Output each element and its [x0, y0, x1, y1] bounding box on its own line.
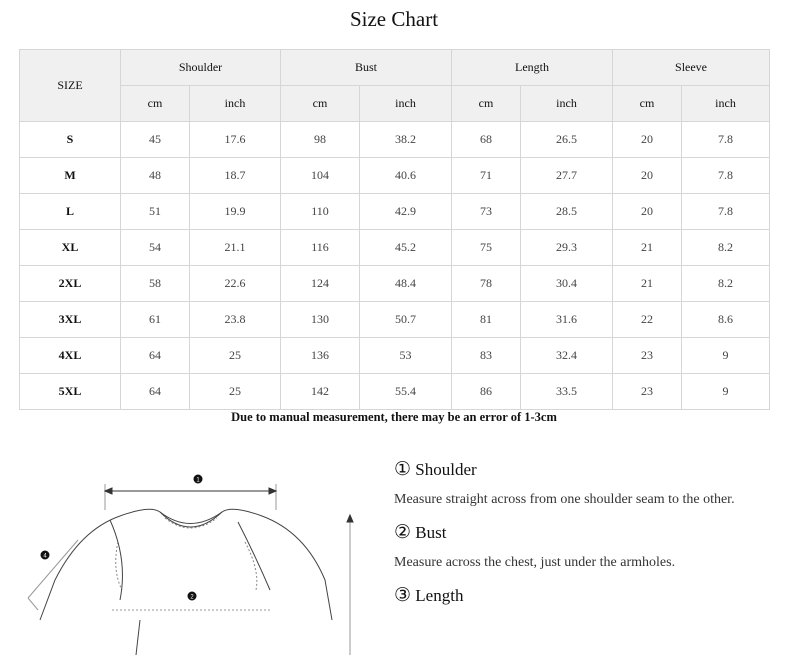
- measurement-cell: 22.6: [190, 266, 281, 302]
- svg-text:2: 2: [190, 594, 194, 601]
- measurement-cell: 20: [613, 158, 682, 194]
- svg-text:1: 1: [196, 477, 200, 484]
- size-label-cell: M: [20, 158, 121, 194]
- measurement-cell: 7.8: [682, 122, 770, 158]
- measurement-cell: 7.8: [682, 194, 770, 230]
- bust-number: ②: [394, 522, 412, 543]
- measurement-cell: 130: [281, 302, 360, 338]
- measurement-cell: 51: [121, 194, 190, 230]
- measurement-cell: 64: [121, 338, 190, 374]
- measurement-cell: 25: [190, 338, 281, 374]
- measurement-cell: 61: [121, 302, 190, 338]
- measurement-cell: 28.5: [521, 194, 613, 230]
- length-title: Length: [415, 586, 464, 605]
- measurement-cell: 9: [682, 374, 770, 410]
- measurement-cell: 78: [452, 266, 521, 302]
- measurement-cell: 23: [613, 374, 682, 410]
- measurement-cell: 48: [121, 158, 190, 194]
- measurement-cell: 8.2: [682, 266, 770, 302]
- size-label-cell: 3XL: [20, 302, 121, 338]
- measurement-cell: 53: [360, 338, 452, 374]
- measurement-cell: 20: [613, 122, 682, 158]
- size-label-cell: XL: [20, 230, 121, 266]
- table-row: [20, 194, 770, 230]
- size-header: SIZE: [20, 50, 121, 122]
- shoulder-title: Shoulder: [415, 460, 477, 479]
- measurement-cell: 110: [281, 194, 360, 230]
- size-chart-table: [19, 49, 770, 410]
- unit-inch-header: inch: [190, 86, 281, 122]
- size-table-body: [20, 122, 770, 410]
- measurement-cell: 31.6: [521, 302, 613, 338]
- unit-cm-header: cm: [121, 86, 190, 122]
- bust-description: [394, 522, 784, 572]
- table-row: [20, 338, 770, 374]
- table-row: [20, 158, 770, 194]
- bust-title: Bust: [415, 523, 447, 542]
- measurement-cell: 142: [281, 374, 360, 410]
- measurement-cell: 23: [613, 338, 682, 374]
- measurement-cell: 75: [452, 230, 521, 266]
- length-description: [394, 585, 784, 607]
- measurement-cell: 7.8: [682, 158, 770, 194]
- measurement-cell: 116: [281, 230, 360, 266]
- measurement-cell: 45.2: [360, 230, 452, 266]
- measurement-cell: 81: [452, 302, 521, 338]
- measurement-cell: 32.4: [521, 338, 613, 374]
- length-header: Length: [452, 50, 613, 86]
- table-row: [20, 374, 770, 410]
- unit-inch-header: inch: [360, 86, 452, 122]
- measurement-cell: 83: [452, 338, 521, 374]
- table-row: [20, 302, 770, 338]
- measurement-cell: 27.7: [521, 158, 613, 194]
- measurement-cell: 30.4: [521, 266, 613, 302]
- measurement-cell: 42.9: [360, 194, 452, 230]
- unit-inch-header: inch: [521, 86, 613, 122]
- page-title: Size Chart: [349, 7, 439, 31]
- measurement-cell: 54: [121, 230, 190, 266]
- unit-inch-header: inch: [682, 86, 770, 122]
- tshirt-diagram: [0, 460, 380, 655]
- measurement-cell: 33.5: [521, 374, 613, 410]
- shoulder-text: Measure straight across from one shoulder seam to the other.: [394, 492, 735, 507]
- measurement-cell: 8.6: [682, 302, 770, 338]
- size-label-cell: 4XL: [20, 338, 121, 374]
- length-number: ③: [394, 585, 412, 606]
- measurement-cell: 21: [613, 230, 682, 266]
- unit-cm-header: cm: [281, 86, 360, 122]
- size-label-cell: S: [20, 122, 121, 158]
- bust-text: Measure across the chest, just under the armholes.: [394, 555, 676, 570]
- measurement-cell: 8.2: [682, 230, 770, 266]
- shoulder-number: ①: [394, 459, 412, 480]
- measurement-cell: 21.1: [190, 230, 281, 266]
- measurement-cell: 9: [682, 338, 770, 374]
- measurement-cell: 18.7: [190, 158, 281, 194]
- measurement-cell: 48.4: [360, 266, 452, 302]
- measurement-cell: 22: [613, 302, 682, 338]
- svg-text:4: 4: [43, 553, 47, 560]
- measurement-cell: 45: [121, 122, 190, 158]
- unit-cm-header: cm: [613, 86, 682, 122]
- measurement-cell: 19.9: [190, 194, 281, 230]
- measurement-cell: 40.6: [360, 158, 452, 194]
- measurement-cell: 68: [452, 122, 521, 158]
- measurement-cell: 25: [190, 374, 281, 410]
- table-row: [20, 122, 770, 158]
- measurement-cell: 73: [452, 194, 521, 230]
- measurement-cell: 71: [452, 158, 521, 194]
- measurement-cell: 38.2: [360, 122, 452, 158]
- measurement-cell: 124: [281, 266, 360, 302]
- measurement-cell: 64: [121, 374, 190, 410]
- measurement-cell: 104: [281, 158, 360, 194]
- sleeve-header: Sleeve: [613, 50, 770, 86]
- measurement-cell: 98: [281, 122, 360, 158]
- measurement-cell: 58: [121, 266, 190, 302]
- measurement-cell: 50.7: [360, 302, 452, 338]
- measurement-cell: 20: [613, 194, 682, 230]
- shoulder-header: Shoulder: [121, 50, 281, 86]
- measurement-cell: 17.6: [190, 122, 281, 158]
- bust-header: Bust: [281, 50, 452, 86]
- size-label-cell: 2XL: [20, 266, 121, 302]
- shoulder-description: [394, 459, 784, 509]
- table-row: [20, 266, 770, 302]
- measurement-cell: 21: [613, 266, 682, 302]
- measurement-cell: 26.5: [521, 122, 613, 158]
- measurement-note: Due to manual measurement, there may be an error of 1-3cm: [231, 410, 557, 424]
- measurement-cell: 136: [281, 338, 360, 374]
- unit-cm-header: cm: [452, 86, 521, 122]
- size-label-cell: L: [20, 194, 121, 230]
- measurement-cell: 23.8: [190, 302, 281, 338]
- measurement-cell: 29.3: [521, 230, 613, 266]
- table-row: [20, 230, 770, 266]
- measurement-cell: 55.4: [360, 374, 452, 410]
- measurement-cell: 86: [452, 374, 521, 410]
- size-label-cell: 5XL: [20, 374, 121, 410]
